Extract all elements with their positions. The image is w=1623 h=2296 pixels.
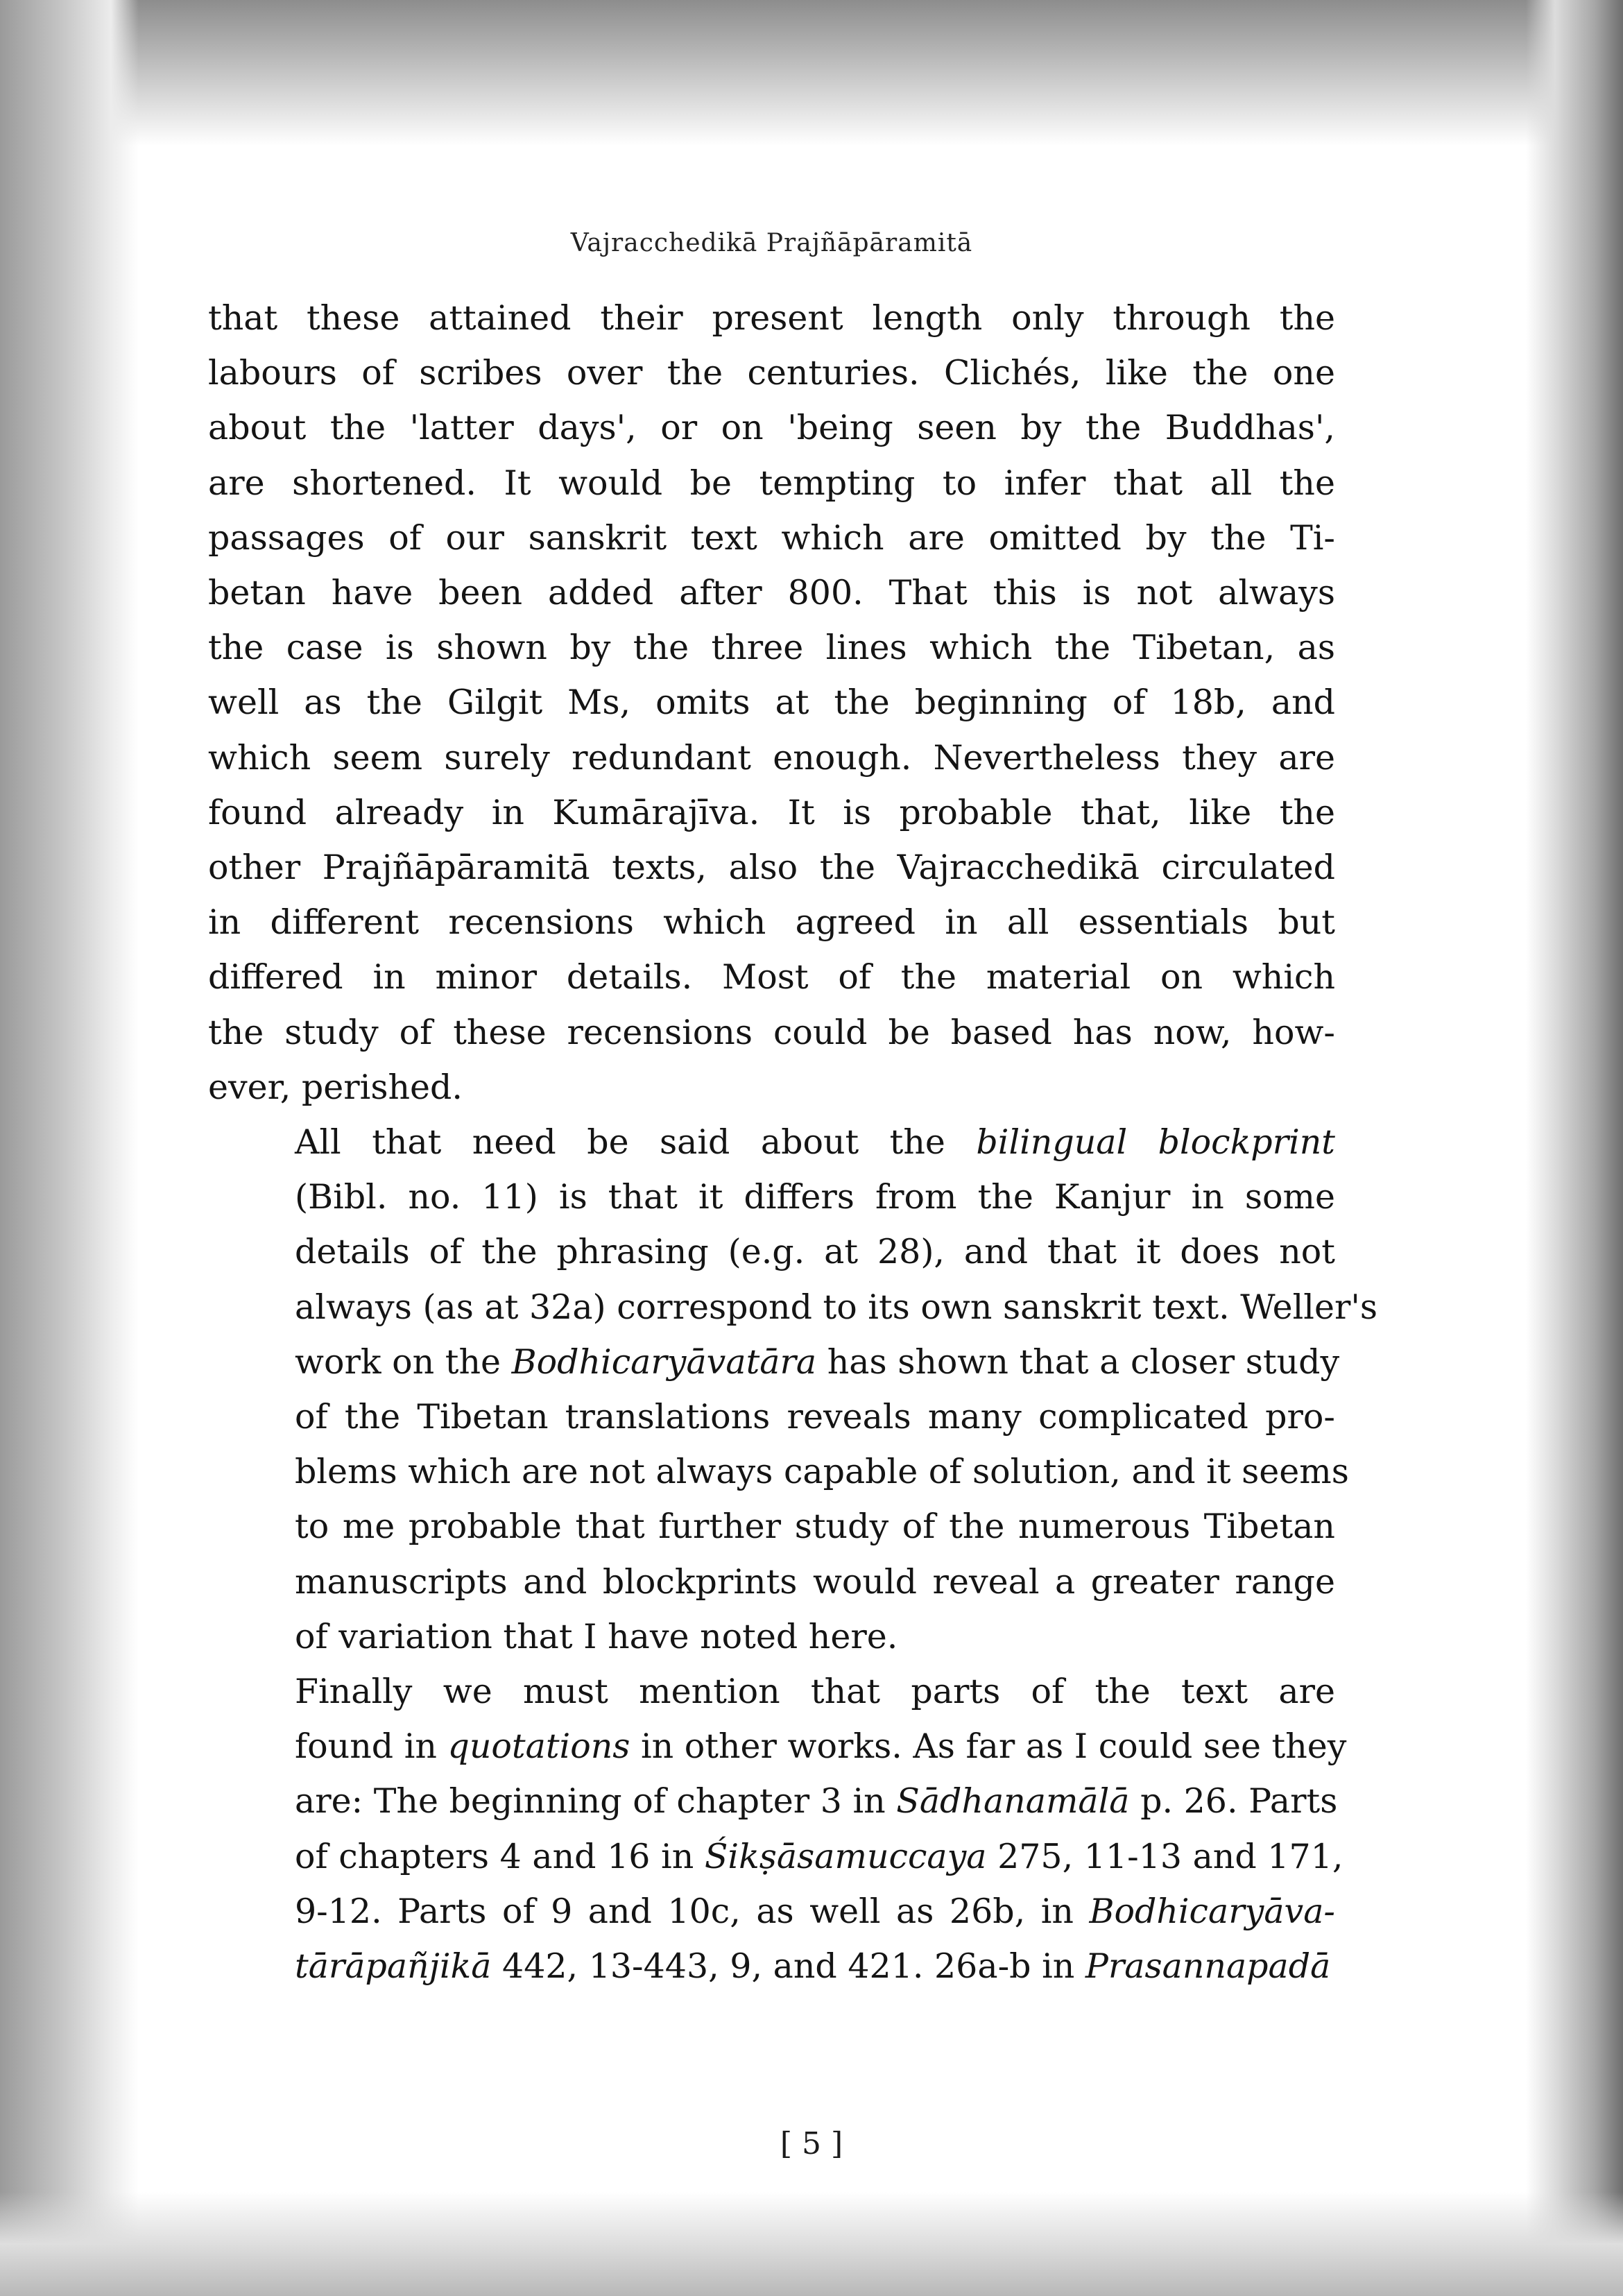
text-line: that these attained their present length only through the xyxy=(208,298,1335,338)
page-body xyxy=(208,229,1377,1994)
text-line: of variation that I have noted here. xyxy=(295,1616,898,1656)
text-line: found in quotations in other works. As far as I could see they xyxy=(295,1727,1347,1767)
text-line: passages of our sanskrit text which are omitted by the Ti- xyxy=(208,517,1335,558)
text-line: always (as at 32a) correspond to its own sanskrit text. Weller's xyxy=(295,1287,1377,1327)
text-line: (Bibl. no. 11) is that it differs from the Kanjur in some xyxy=(295,1177,1335,1217)
text-line: to me probable that further study of the numerous Tibetan xyxy=(295,1507,1335,1547)
text-line: are shortened. It would be tempting to infer that all the xyxy=(208,463,1335,503)
italic-title: Śikṣāsamuccaya xyxy=(704,1836,987,1876)
italic-title: bilingual blockprint xyxy=(976,1122,1336,1163)
scan-shadow-bottom xyxy=(0,2192,1623,2296)
paragraph-recensions xyxy=(208,291,1335,1115)
page-number: [ 5 ] xyxy=(780,2126,843,2161)
text-line: the study of these recensions could be based has now, how- xyxy=(208,1012,1335,1052)
paragraph-quotations xyxy=(208,1664,1347,1994)
text-line: ever, perished. xyxy=(208,1067,463,1107)
text-line: about the 'latter days', or on 'being seen by the Buddhas', xyxy=(208,408,1335,448)
text-line: details of the phrasing (e.g. at 28), and that it does not xyxy=(295,1232,1335,1272)
text-line: 9-12. Parts of 9 and 10c, as well as 26b, in Bodhicaryāva- xyxy=(295,1891,1335,1931)
text-line: All that need be said about the bilingual blockprint xyxy=(295,1122,1336,1163)
scan-shadow-right xyxy=(1526,0,1623,2296)
text-line: Finally we must mention that parts of the text are xyxy=(295,1672,1335,1712)
text-line: other Prajñāpāramitā texts, also the Vajracchedikā circulated xyxy=(208,848,1335,888)
italic-title: tārāpañjikā xyxy=(295,1946,492,1987)
paragraph-blockprint xyxy=(208,1115,1377,1664)
italic-title: Prasannapadā xyxy=(1085,1946,1331,1987)
text-line: blems which are not always capable of solution, and it seems xyxy=(295,1452,1349,1492)
text-line: betan have been added after 800. That this is not always xyxy=(208,573,1335,613)
italic-title: Bodhicaryāvatāra xyxy=(511,1342,817,1382)
text-line: well as the Gilgit Ms, omits at the beginning of 18b, and xyxy=(208,683,1335,723)
italic-title: Bodhicaryāva- xyxy=(1089,1891,1335,1931)
italic-title: quotations xyxy=(447,1727,630,1767)
text-line: are: The beginning of chapter 3 in Sādhanamālā p. 26. Parts xyxy=(295,1781,1338,1822)
scan-shadow-left xyxy=(0,0,139,2296)
text-line: of the Tibetan translations reveals many complicated pro- xyxy=(295,1397,1335,1437)
text-line: of chapters 4 and 16 in Śikṣāsamuccaya 275, 11-13 and 171, xyxy=(295,1836,1343,1876)
scan-shadow-top xyxy=(0,0,1623,146)
text-line: tārāpañjikā 442, 13-443, 9, and 421. 26a-b in Prasannapadā xyxy=(295,1946,1331,1987)
text-line: the case is shown by the three lines which the Tibetan, as xyxy=(208,628,1335,668)
italic-title: Sādhanamālā xyxy=(896,1781,1130,1822)
text-line: labours of scribes over the centuries. Clichés, like the one xyxy=(208,353,1335,393)
text-line: which seem surely redundant enough. Nevertheless they are xyxy=(208,737,1335,778)
text-line: found already in Kumārajīva. It is probable that, like the xyxy=(208,792,1335,832)
text-line: differed in minor details. Most of the material on which xyxy=(208,957,1335,997)
text-line: manuscripts and blockprints would reveal a greater range xyxy=(295,1561,1335,1602)
text-line: in different recensions which agreed in all essentials but xyxy=(208,902,1335,943)
text-line: work on the Bodhicaryāvatāra has shown that a closer study xyxy=(295,1342,1340,1382)
running-title: Vajracchedikā Prajñāpāramitā xyxy=(570,229,973,257)
